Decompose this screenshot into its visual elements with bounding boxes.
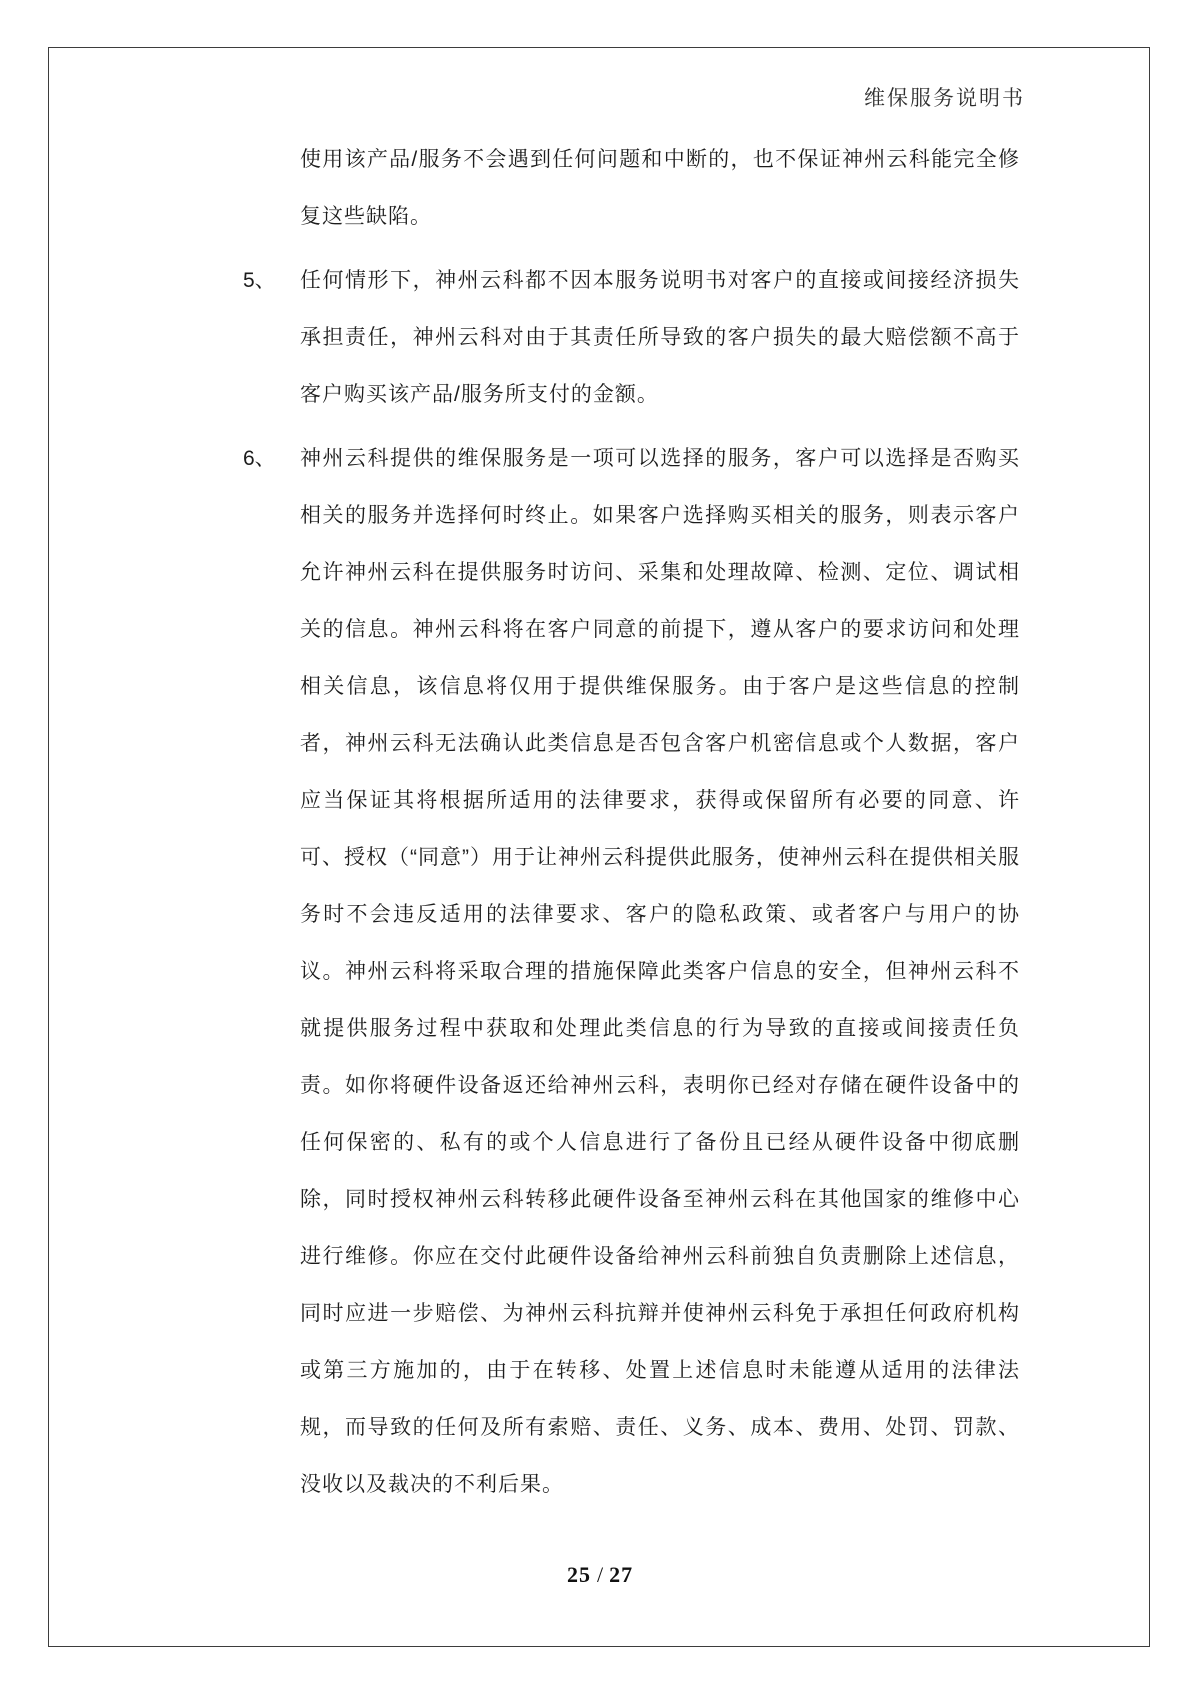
page-footer (0, 1562, 1200, 1588)
current-page-number: 25 (566, 1562, 591, 1587)
list-item-number: 5、 (243, 269, 276, 292)
document-body (243, 131, 1020, 1520)
list-item-text: 任何情形下，神州云科都不因本服务说明书对客户的直接或间接经济损失承担责任，神州云科对由于其责任所导致的客户损失的最大赔偿额不高于客户购买该产品/服务所支付的金额。 (300, 269, 1020, 406)
continuation-paragraph: 使用该产品/服务不会遇到任何问题和中断的，也不保证神州云科能完全修复这些缺陷。 (300, 148, 1020, 228)
page-number-separator: / (596, 1562, 604, 1587)
document-header-title: 维保服务说明书 (864, 86, 1025, 110)
list-item-number: 6、 (243, 447, 276, 470)
list-item-6 (243, 430, 1020, 1513)
list-item-5 (243, 252, 1020, 423)
total-page-number: 27 (609, 1562, 634, 1587)
list-item-text: 神州云科提供的维保服务是一项可以选择的服务，客户可以选择是否购买相关的服务并选择何时终止。如果客户选择购买相关的服务，则表示客户允许神州云科在提供服务时访问、采集和处理故障、检测、定位、调试相关的信息。神州云科将在客户同意的前提下，遵从客户的要求访问和处理相关信息，该信息将仅用于提供维保服务。由于客户是这些信息的控制者，神州云科无法确认此类信息是否包含客户机密信息或个人数据，客户应当保证其将根据所适用的法律要求，获得或保留所有必要的同意、许可、授权（“同意”）用于让神州云科提供此服务，使神州云科在提供相关服务时不会违反适用的法律要求、客户的隐私政策、或者客户与用户的协议。神州云科将采取合理的措施保障此类客户信息的安全，但神州云科不就提供服务过程中获取和处理此类信息的行为导致的直接或间接责任负责。如你将硬件设备返还给神州云科，表明你已经对存储在硬件设备中的任何保密的、私有的或个人信息进行了备份且已经从硬件设备中彻底删除，同时授权神州云科转移此硬件设备至神州云科在其他国家的维修中心进行维修。你应在交付此硬件设备给神州云科前独自负责删除上述信息，同时应进一步赔偿、为神州云科抗辩并使神州云科免于承担任何政府机构或第三方施加的，由于在转移、处置上述信息时未能遵从适用的法律法规，而导致的任何及所有索赔、责任、义务、成本、费用、处罚、罚款、没收以及裁决的不利后果。 (300, 447, 1020, 1496)
